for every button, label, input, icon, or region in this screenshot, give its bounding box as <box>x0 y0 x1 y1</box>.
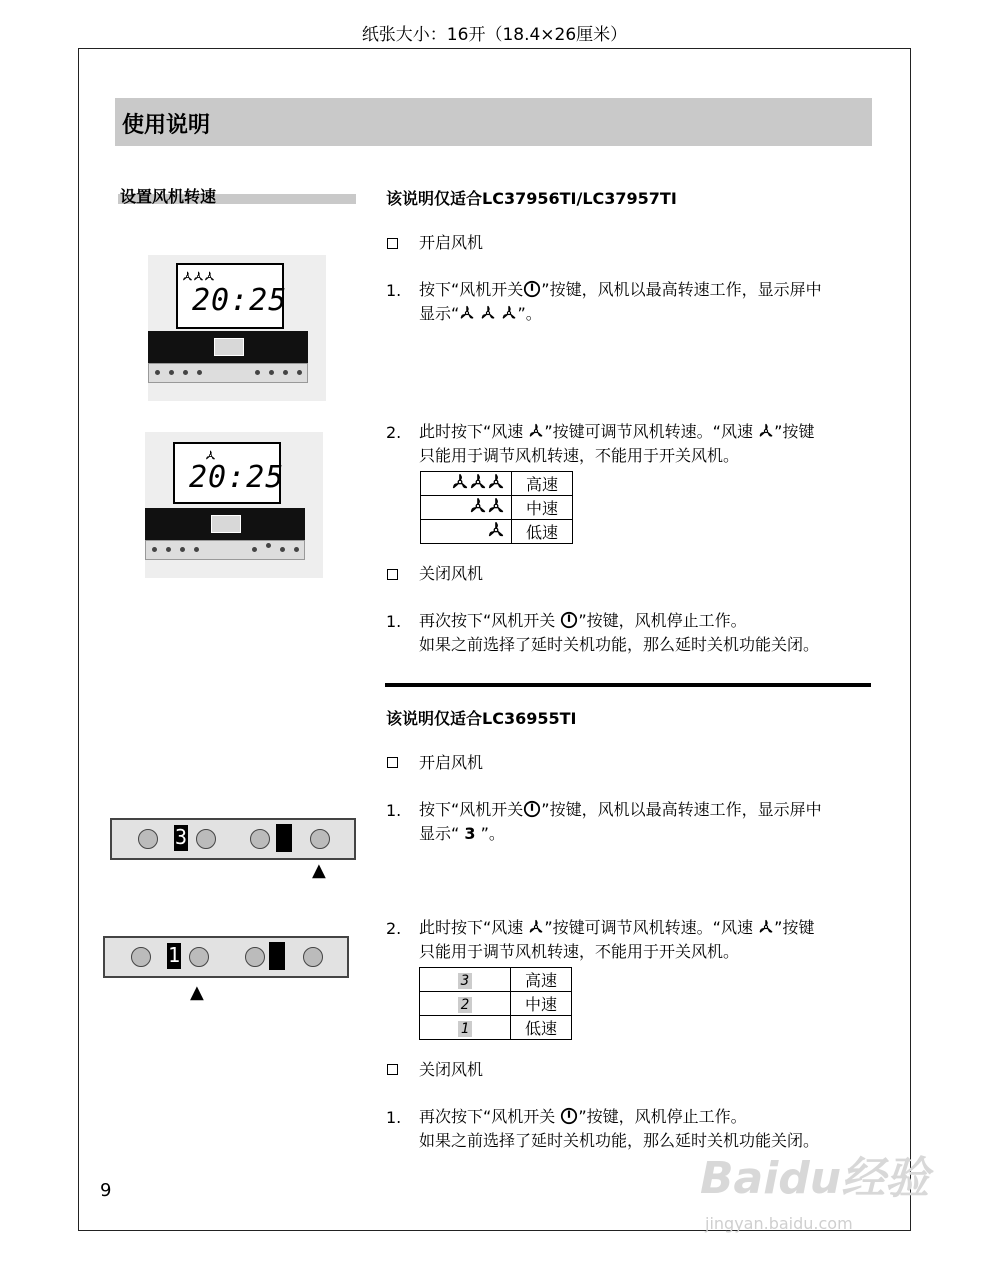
checkbox-icon <box>387 757 398 768</box>
watermark-url: jingyan.baidu.com <box>705 1214 853 1233</box>
checkbox-icon <box>387 1064 398 1075</box>
section2-close-line1: 再次按下“风机开关 ”按键，风机停止工作。 <box>419 1107 747 1126</box>
digit-cell <box>420 992 511 1016</box>
section-divider <box>385 683 871 687</box>
power-button-icon <box>303 947 323 967</box>
speed-label: 高速 <box>511 968 572 992</box>
section2-close-line2: 如果之前选择了延时关机功能，那么延时关机功能关闭。 <box>419 1131 820 1150</box>
fan-icon <box>480 305 496 321</box>
lcd-display <box>176 263 288 329</box>
fan-cell <box>421 496 512 520</box>
section1-close-title: 关闭风机 <box>419 564 484 583</box>
section1-step2-line1: 此时按下“风速 ”按键可调节风机转速。“风速 ”按键 <box>419 422 815 441</box>
step-number: 1. <box>386 1108 402 1127</box>
timer-display <box>269 942 285 970</box>
lcd-time: 20:25 <box>192 283 288 318</box>
segment-digit: 2 <box>458 997 472 1013</box>
section2-close-title: 关闭风机 <box>419 1060 484 1079</box>
section2-speed-table <box>419 967 572 1040</box>
arrow-up-icon: ▲ <box>312 860 326 881</box>
control-panel-figure-2 <box>145 432 323 578</box>
step-number: 2. <box>386 423 402 442</box>
control-strip-figure-1 <box>110 818 356 860</box>
speed-label: 中速 <box>512 496 573 520</box>
step-number: 1. <box>386 612 402 631</box>
page-title: 使用说明 <box>122 113 211 138</box>
power-icon <box>560 1107 578 1125</box>
fan-icon <box>758 919 774 935</box>
digit-cell <box>420 968 511 992</box>
section1-speed-table <box>420 471 573 544</box>
table-row <box>420 968 572 992</box>
step-number: 1. <box>386 801 402 820</box>
timer-display <box>276 824 292 852</box>
fan-cell <box>421 472 512 496</box>
speed-label: 中速 <box>511 992 572 1016</box>
section2-step1-line2: 显示“ 3 ”。 <box>419 824 505 843</box>
fan-icon <box>469 497 487 515</box>
power-button-icon <box>310 829 330 849</box>
light-button-icon <box>131 947 151 967</box>
hood-display-window <box>214 338 244 356</box>
power-icon <box>523 280 541 298</box>
digit-cell <box>420 1016 511 1040</box>
checkbox-icon <box>387 569 398 580</box>
hood-band <box>145 508 305 540</box>
fan-speed-button-icon <box>196 829 216 849</box>
section1-open-title: 开启风机 <box>419 233 484 252</box>
section1-step1-line2: 显示“ ”。 <box>419 304 542 323</box>
arrow-up-icon: ▲ <box>190 982 204 1003</box>
segment-digit: 3 <box>458 973 472 989</box>
table-row <box>421 496 573 520</box>
section2-step2-line1: 此时按下“风速 ”按键可调节风机转速。“风速 ”按键 <box>419 918 815 937</box>
power-icon <box>560 611 578 629</box>
table-row <box>421 520 573 544</box>
fan-cell <box>421 520 512 544</box>
speed-digit-display: 3 <box>174 825 188 849</box>
fan-icon <box>501 305 517 321</box>
fan-icon <box>193 271 204 282</box>
left-heading: 设置风机转速 <box>120 187 217 206</box>
section1-close-line1: 再次按下“风机开关 ”按键，风机停止工作。 <box>419 611 747 630</box>
section2-step1-line1: 按下“风机开关 ”按键，风机以最高转速工作，显示屏中 <box>419 800 822 819</box>
watermark-logo: Baidu经验 <box>700 1153 930 1204</box>
section2-step2-line2: 只能用于调节风机转速，不能用于开关风机。 <box>419 942 740 961</box>
fan-icon <box>487 473 505 491</box>
fan-icon <box>182 271 193 282</box>
segment-digit: 1 <box>458 1021 472 1037</box>
step-number: 1. <box>386 281 402 300</box>
timer-button-icon <box>245 947 265 967</box>
fan-speed-button-icon <box>189 947 209 967</box>
fan-icon <box>204 271 215 282</box>
table-row <box>420 992 572 1016</box>
section2-open-title: 开启风机 <box>419 753 484 772</box>
button-row <box>148 363 308 383</box>
lcd-display <box>173 442 285 504</box>
fan-icon <box>487 497 505 515</box>
fan-icon <box>487 521 505 539</box>
table-row <box>420 1016 572 1040</box>
fan-icon <box>528 423 544 439</box>
fan-icon <box>459 305 475 321</box>
speed-label: 低速 <box>511 1016 572 1040</box>
fan-icon <box>528 919 544 935</box>
speed-label: 高速 <box>512 472 573 496</box>
speed-label: 低速 <box>512 520 573 544</box>
hood-display-window <box>211 515 241 533</box>
hood-band <box>148 331 308 363</box>
lcd-time: 20:25 <box>189 460 285 495</box>
fan-icon <box>451 473 469 491</box>
step-number: 2. <box>386 919 402 938</box>
section2-heading: 该说明仅适合LC36955TI <box>386 709 577 728</box>
paper-size-note: 纸张大小：16开（18.4×26厘米） <box>361 25 628 45</box>
control-panel-figure-1 <box>148 255 326 401</box>
section1-step1-line1: 按下“风机开关 ”按键，风机以最高转速工作，显示屏中 <box>419 280 822 299</box>
page-number: 9 <box>100 1180 112 1201</box>
table-row <box>421 472 573 496</box>
power-icon <box>523 800 541 818</box>
checkbox-icon <box>387 238 398 249</box>
light-button-icon <box>138 829 158 849</box>
section1-heading: 该说明仅适合LC37956TI/LC37957TI <box>386 189 677 208</box>
timer-button-icon <box>250 829 270 849</box>
control-strip-figure-2 <box>103 936 349 978</box>
section1-step2-line2: 只能用于调节风机转速，不能用于开关风机。 <box>419 446 740 465</box>
section1-close-line2: 如果之前选择了延时关机功能，那么延时关机功能关闭。 <box>419 635 820 654</box>
speed-digit-display: 1 <box>167 943 181 967</box>
button-row <box>145 540 305 560</box>
title-bar <box>115 98 872 146</box>
fan-icon <box>469 473 487 491</box>
fan-icon <box>758 423 774 439</box>
